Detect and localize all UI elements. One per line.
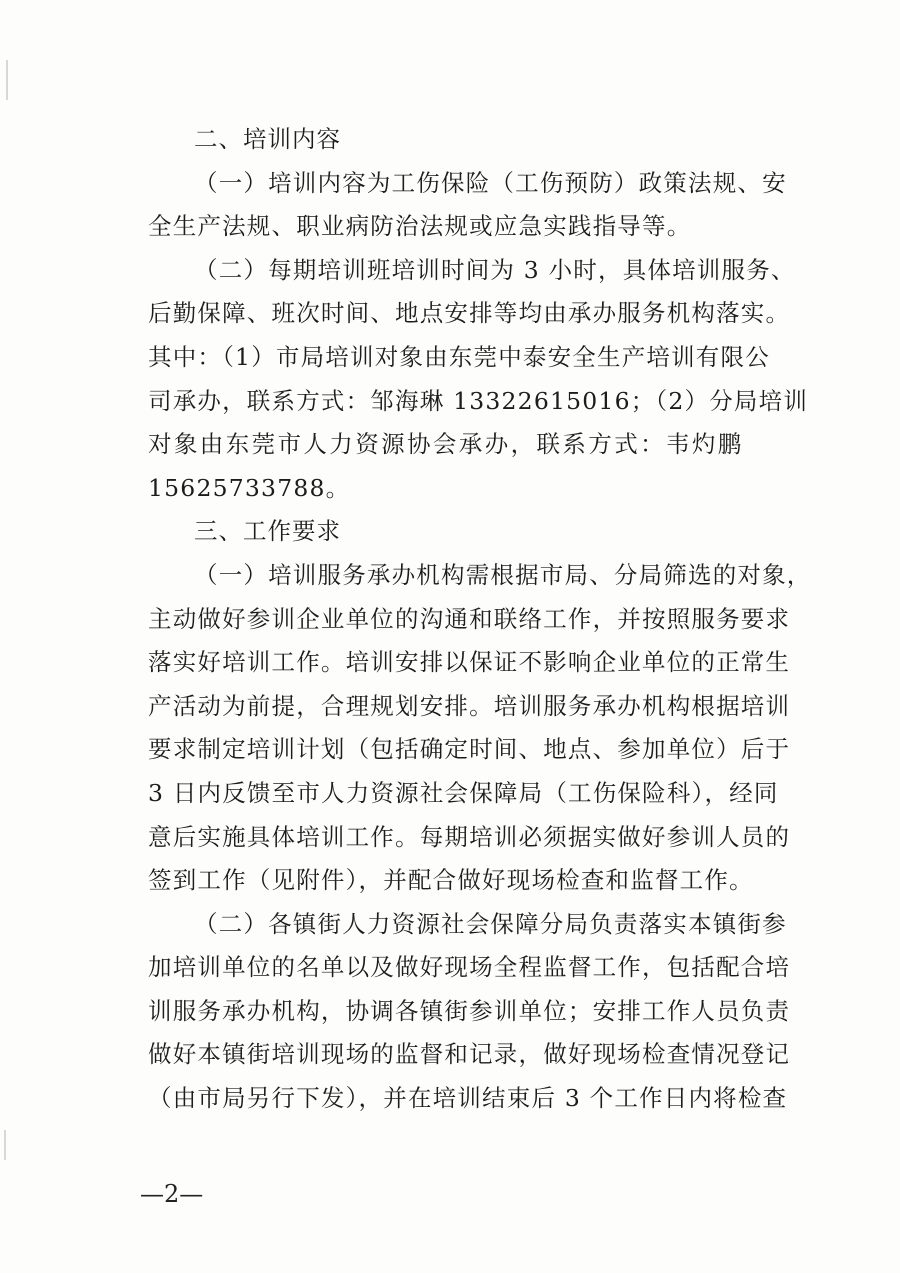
paragraph-line: 全生产法规、职业病防治法规或应急实践指导等。 bbox=[148, 212, 692, 241]
scan-edge-mark bbox=[4, 1130, 6, 1160]
paragraph-line: （二）各镇街人力资源社会保障分局负责落实本镇街参 bbox=[194, 909, 787, 938]
scan-edge-mark bbox=[6, 60, 8, 100]
paragraph-line: 后勤保障、班次时间、地点安排等均由承办服务机构落实。 bbox=[148, 299, 791, 328]
paragraph-line: 落实好培训工作。培训安排以保证不影响企业单位的正常生 bbox=[148, 648, 791, 677]
paragraph-line: 司承办，联系方式：邹海琳 13322615016；（2）分局培训 bbox=[148, 386, 809, 415]
paragraph-line: （二）每期培训班培训时间为 3 小时，具体培训服务、 bbox=[194, 255, 796, 284]
document-body bbox=[148, 118, 812, 1121]
page-number: —2— bbox=[140, 1180, 204, 1208]
paragraph-line: 训服务承办机构，协调各镇街参训单位；安排工作人员负责 bbox=[148, 996, 791, 1025]
paragraph-line: 15625733788。 bbox=[148, 473, 351, 502]
section-heading-training-content: 二、培训内容 bbox=[194, 125, 341, 153]
paragraph-line: 产活动为前提，合理规划安排。培训服务承办机构根据培训 bbox=[148, 691, 791, 720]
section-heading-work-requirements: 三、工作要求 bbox=[194, 517, 341, 546]
paragraph-line: 3 日内反馈至市人力资源社会保障局（工伤保险科），经同 bbox=[148, 778, 779, 807]
paragraph-line: （一）培训服务承办机构需根据市局、分局筛选的对象， bbox=[194, 560, 812, 589]
paragraph-line: 要求制定培训计划（包括确定时间、地点、参加单位）后于 bbox=[148, 735, 791, 764]
paragraph-line: 主动做好参训企业单位的沟通和联络工作，并按照服务要求 bbox=[148, 604, 791, 633]
paragraph-line: （由市局另行下发），并在培训结束后 3 个工作日内将检查 bbox=[148, 1084, 788, 1113]
paragraph-line: 意后实施具体培训工作。每期培训必须据实做好参训人员的 bbox=[148, 822, 791, 851]
paragraph-line: （一）培训内容为工伤保险（工伤预防）政策法规、安 bbox=[194, 168, 787, 197]
paragraph-line: 对象由东莞市人力资源协会承办，联系方式：韦灼鹏 bbox=[148, 430, 744, 459]
paragraph-line: 做好本镇街培训现场的监督和记录，做好现场检查情况登记 bbox=[148, 1040, 791, 1069]
paragraph-line: 签到工作（见附件），并配合做好现场检查和监督工作。 bbox=[148, 866, 754, 895]
paragraph-line: 其中：（1）市局培训对象由东莞中泰安全生产培训有限公 bbox=[148, 342, 770, 371]
paragraph-line: 加培训单位的名单以及做好现场全程监督工作，包括配合培 bbox=[148, 953, 791, 982]
